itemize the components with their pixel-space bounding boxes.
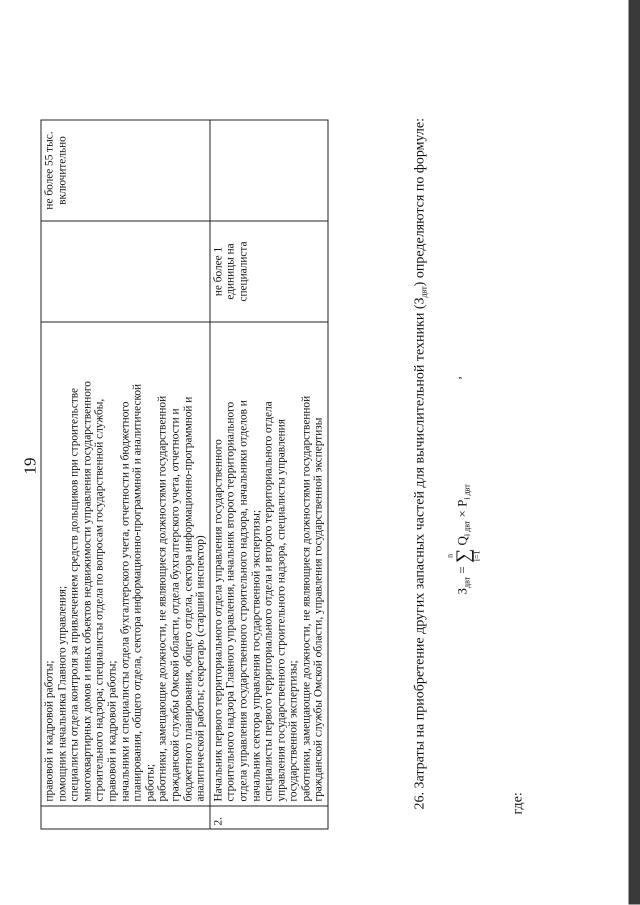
table-row: [41, 120, 210, 829]
text-line: специалисты отдела контроля за привлечением средств дольщиков при строительстве: [68, 387, 81, 802]
text-line: работы;: [144, 763, 157, 802]
section-text-end: ) определяются по формуле:: [412, 117, 428, 287]
cost-symbol-subscript: двт: [419, 286, 429, 298]
quantity-cell: не более 1 единицы на специалиста: [210, 221, 328, 322]
price-cell: [210, 120, 328, 221]
cost-symbol: З: [412, 297, 428, 305]
text-line: государственной экспертизы;: [287, 660, 300, 802]
text-line: начальники и специалисты отдела бухгалтерского учета, отчетности и бюджетного: [119, 401, 132, 802]
sigma-icon: ∑: [452, 548, 475, 563]
text-line: планирования, общего отдела, сектора информационно-программной и аналитической: [131, 383, 144, 802]
section-26-heading: [413, 118, 429, 810]
positions-cell: [210, 322, 328, 806]
text-line: Начальник первого территориального отдела управления государственного: [212, 439, 225, 802]
formula-q: Q: [454, 536, 470, 546]
text-line: управления государственного строительного надзора, специалисты управления: [275, 419, 288, 802]
rotated-page: [1, 0, 640, 905]
scan-edge-stripe: [629, 0, 640, 905]
text-line: многоквартирных домов и иных объектов недвижимости управления государственного: [81, 381, 94, 802]
text-line: бюджетного планирования, общего отдела, сектора информационно-программной и: [182, 396, 195, 802]
text-line: гражданской службы Омской области, отдела бухгалтерского учета, отчетности и: [169, 408, 182, 802]
formula-equals: =: [454, 566, 470, 574]
text-line: правовой и кадровой работы;: [43, 660, 56, 802]
text-line: правовой и кадровой работы;: [106, 660, 119, 802]
sum-upper-limit: n: [445, 553, 455, 558]
text-line: помощник начальника Главного управления;: [56, 585, 69, 802]
formula-comma: ,: [448, 376, 464, 380]
formula-p-subscript: i двт: [462, 484, 472, 500]
formula-lhs-subscript: двт: [462, 576, 472, 588]
where-label: где:: [510, 792, 526, 815]
formula-p: P: [454, 499, 470, 507]
sum-lower-limit: i=1: [472, 550, 482, 562]
text-line: работники, замещающие должности, не являющиеся должностями государственной: [300, 395, 313, 802]
formula-q-subscript: i двт: [462, 520, 472, 537]
row-number-cell: [41, 806, 210, 829]
price-cell: не более 55 тыс. включительно: [41, 120, 210, 221]
text-line: начальник сектора управления государственной экспертизы;: [250, 510, 262, 802]
positions-cell: [41, 322, 210, 806]
row-number-cell: 2.: [210, 806, 328, 829]
text-line: отдела управления государственного строительного надзора, начальники отделов и: [237, 400, 250, 802]
positions-table: [41, 120, 329, 830]
text-line: работники, замещающие должности, не являющиеся должностями государственной: [156, 395, 169, 802]
page-number: 19: [20, 457, 40, 475]
text-line: гражданской службы Омской области, управления государственной экспертизы: [312, 417, 325, 802]
section-text: 26. Затраты на приобретение других запасных частей для вычислительной техники (: [412, 304, 428, 810]
cost-formula: [446, 484, 482, 594]
text-line: строительного надзора; специалисты отдела по вопросам государственной службы,: [93, 398, 106, 802]
formula-times: ×: [454, 510, 470, 518]
sum-operator: [446, 549, 482, 563]
formula-lhs: З: [454, 587, 470, 595]
text-line: строительного надзора Главного управления, начальник второго территориального: [224, 401, 237, 802]
quantity-cell: [41, 221, 210, 322]
text-line: специалисты первого территориального отдела и второго территориального отдела: [262, 401, 275, 802]
table-row: [210, 120, 328, 829]
text-line: аналитической работы; секретарь (старший инспектор): [194, 535, 207, 802]
